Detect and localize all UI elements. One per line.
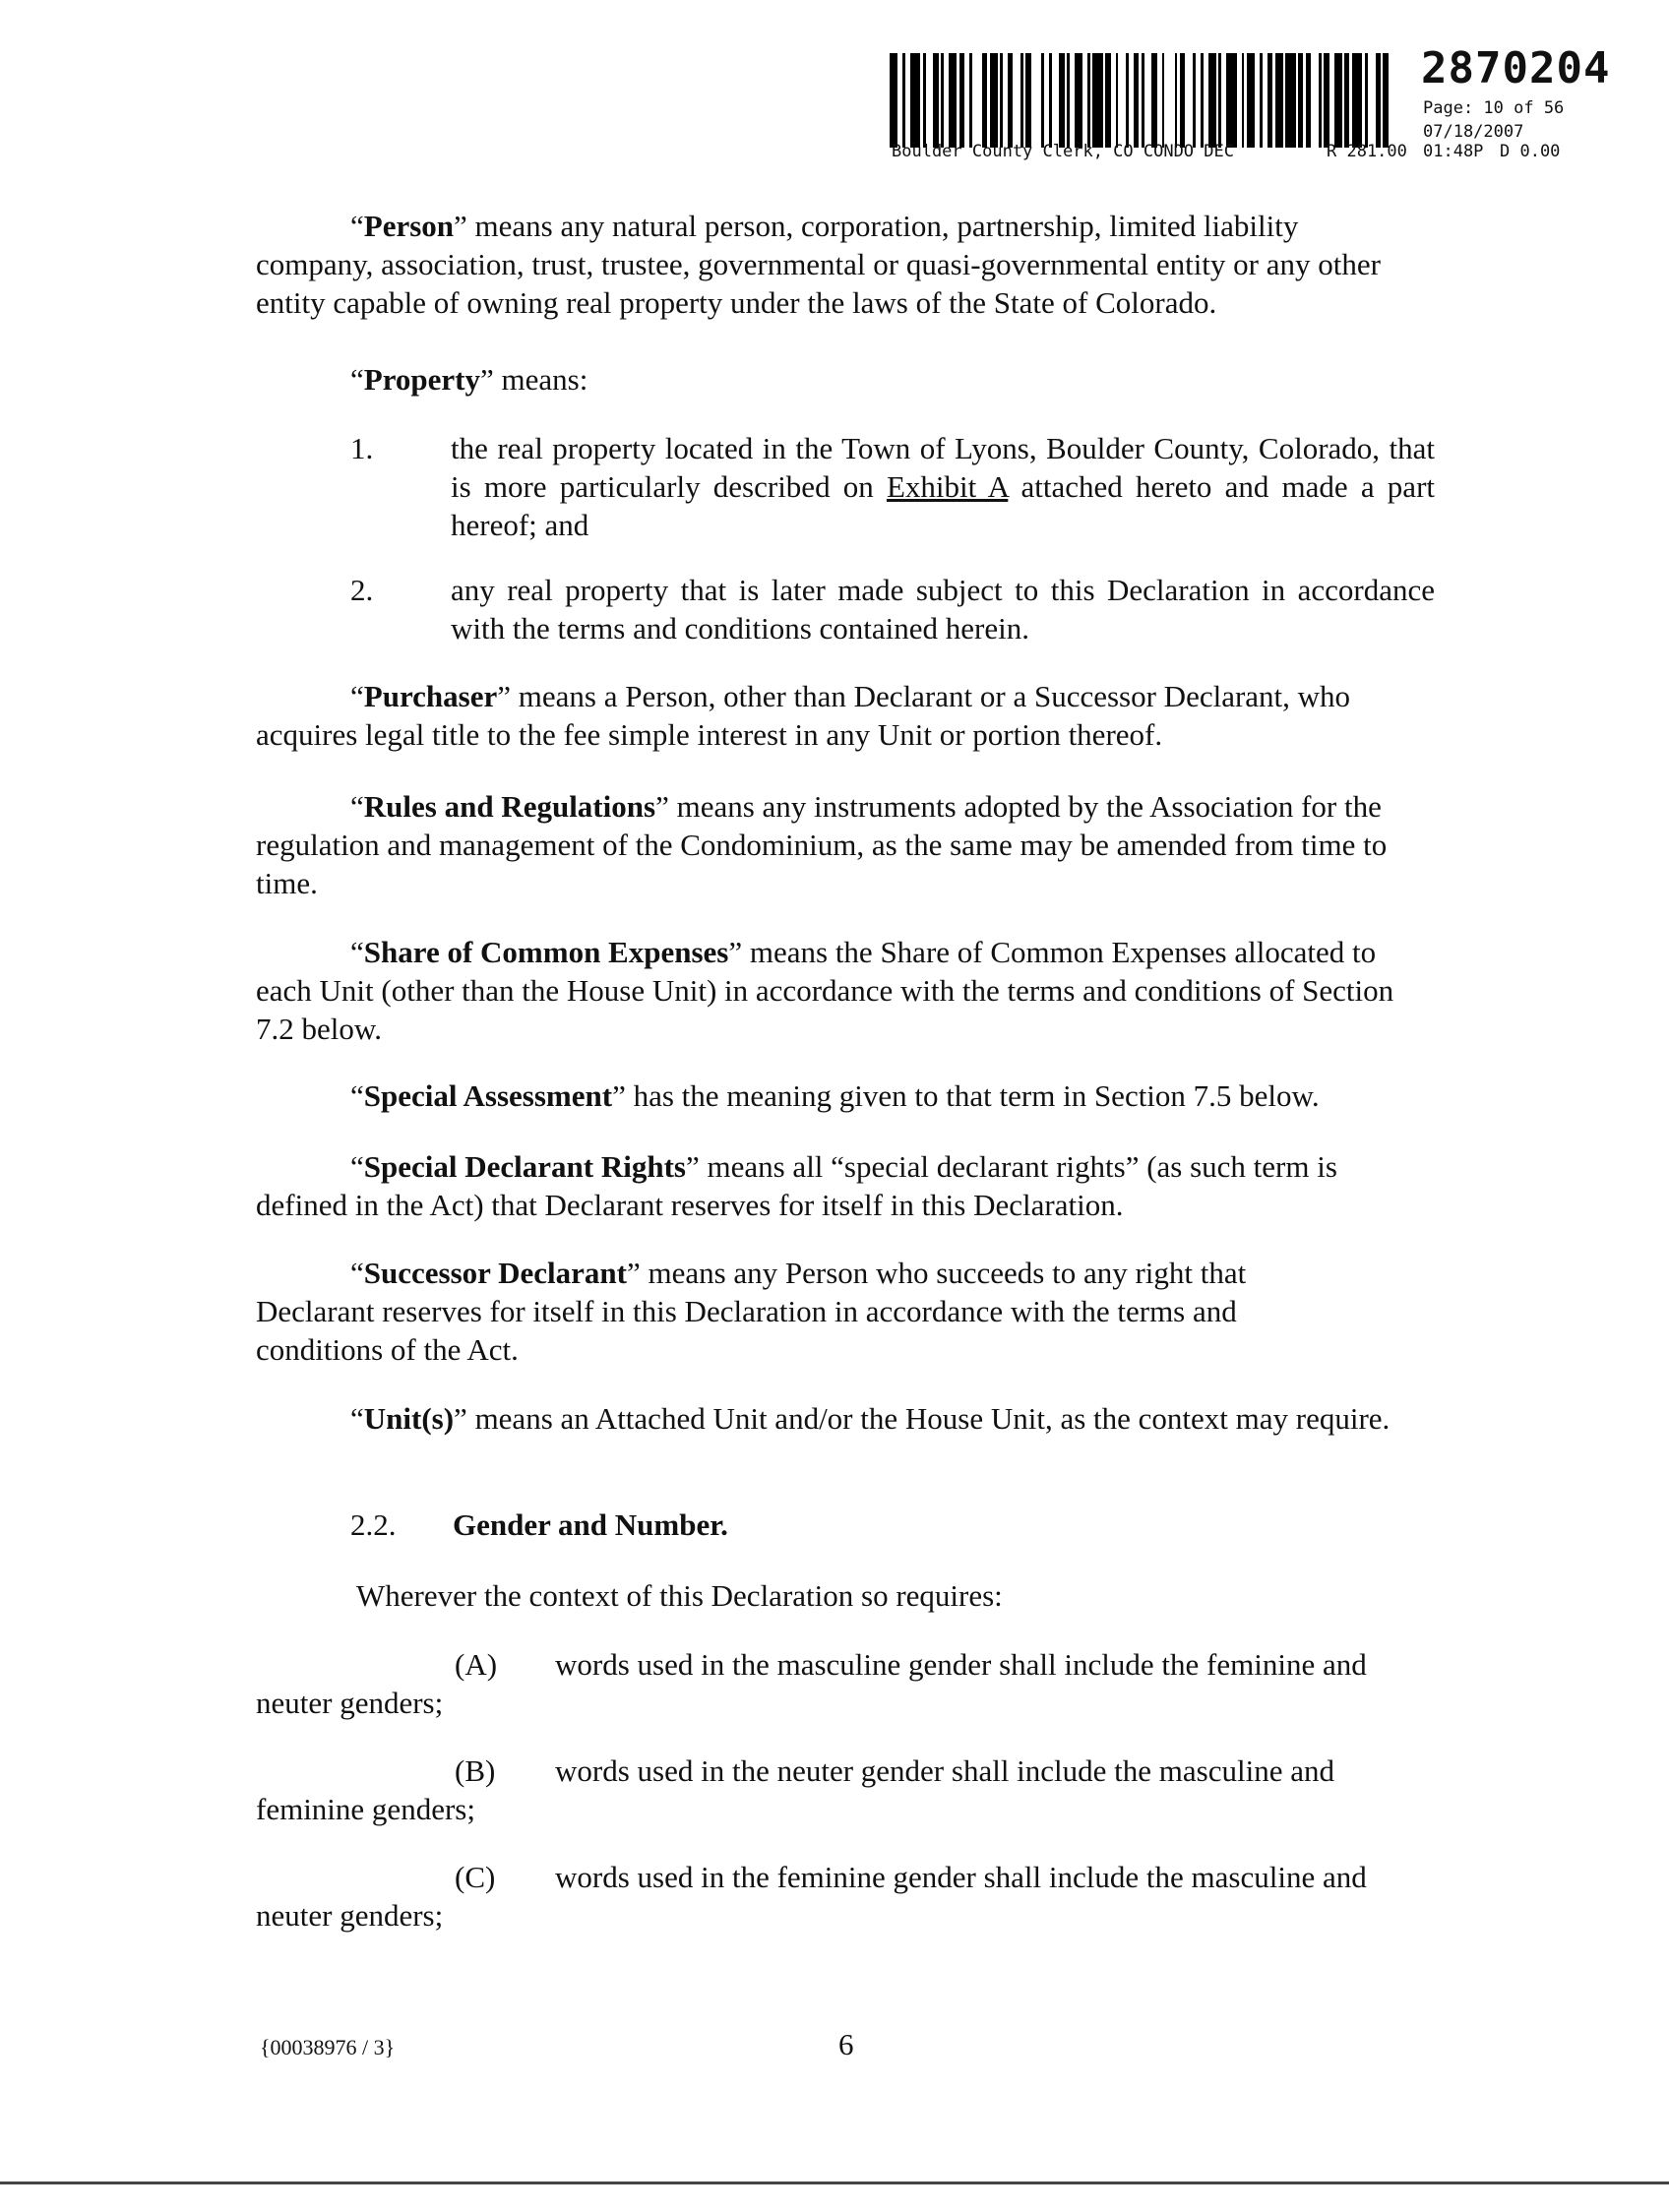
record-datetime: 07/18/2007 01:48P	[1423, 122, 1524, 161]
list-item-text-before: the real property located in the Town of Lyons, Boulder County, Colorado, that is more particularly described on	[451, 431, 1435, 504]
record-number: 2870204	[1421, 43, 1611, 93]
gender-item-continuation: neuter genders;	[256, 1898, 444, 1933]
gender-item-continuation: neuter genders;	[256, 1686, 444, 1720]
definition-term: Special Declarant Rights	[363, 1149, 686, 1184]
definition-text: means any Person who succeeds to any right that Declarant reserves for itself in this Declaration in accordance with the terms and conditions of the Act.	[256, 1256, 1247, 1367]
scan-edge-line	[0, 2181, 1669, 2184]
barcode-bar	[1185, 53, 1193, 148]
definition-successor-declarant: “Successor Declarant” means any Person who succeeds to any right that Declarant reserves for itself in this Declaration in accordance with the terms and conditions of the Act.	[256, 1256, 1247, 1367]
barcode-bar	[1389, 53, 1391, 148]
barcode-bar	[1075, 53, 1082, 148]
definition-special-declarant-rights: “Special Declarant Rights” means all “special declarant rights” (as such term is defined in the Act) that Declarant reserves for itself in this Declaration.	[256, 1149, 1337, 1222]
gender-item-label: (C)	[455, 1860, 496, 1894]
definition-text: means:	[493, 362, 588, 397]
definition-units: “Unit(s)” means an Attached Unit and/or the House Unit, as the context may require.	[350, 1401, 1391, 1436]
definition-term: Share of Common Expenses	[363, 935, 729, 969]
definition-term: Successor Declarant	[363, 1256, 627, 1290]
recording-stamp	[870, 43, 1611, 165]
definition-rules-and-regulations: “Rules and Regulations” means any instruments adopted by the Association for the regulation and management of the Condominium, as the same may be amended from time to time.	[256, 789, 1388, 900]
document-id: {00038976 / 3}	[260, 2035, 396, 2059]
barcode-bar	[1368, 53, 1376, 148]
definition-person: “Person” means any natural person, corporation, partnership, limited liability company, association, trust, trustee, governmental or quasi-governmental entity or any other entity capable of owning real property under the laws of the State of Colorado.	[256, 209, 1381, 320]
record-clerk: Boulder County Clerk, CO CONDO DEC	[892, 142, 1234, 161]
barcode-bar	[1144, 53, 1152, 148]
definition-term: Rules and Regulations	[363, 789, 656, 824]
definition-term: Special Assessment	[363, 1078, 613, 1113]
list-item-text-before: any real property that is later made subject to this Declaration in accordance with the terms and conditions contained herein.	[451, 573, 1435, 645]
barcode-bar	[910, 53, 920, 148]
definition-term: Property	[363, 362, 480, 397]
barcode-bar	[1208, 53, 1216, 148]
definition-purchaser: “Purchaser” means a Person, other than Declarant or a Successor Declarant, who acquires legal title to the fee simple interest in any Unit or portion thereof.	[256, 679, 1351, 752]
definition-special-assessment: “Special Assessment” has the meaning given to that term in Section 7.5 below.	[350, 1078, 1320, 1113]
record-fee-d: D 0.00	[1500, 142, 1561, 161]
barcode-bar	[1092, 53, 1102, 148]
barcode	[890, 53, 1391, 148]
barcode-bar	[1031, 53, 1041, 148]
record-page-info: Page: 10 of 56	[1423, 98, 1565, 118]
definition-text: means an Attached Unit and/or the House Unit, as the context may require.	[466, 1401, 1391, 1436]
definition-text: means any instruments adopted by the Association for the regulation and management of the Condominium, as the same may be amended from time to time.	[256, 789, 1388, 900]
definition-text: means all “special declarant rights” (as such term is defined in the Act) that Declarant reserves for itself in this Declaration.	[256, 1149, 1337, 1222]
definition-share-of-common-expenses: “Share of Common Expenses” means the Share of Common Expenses allocated to each Unit (other than the House Unit) in accordance with the terms and conditions of Section 7.2 below.	[256, 935, 1394, 1046]
barcode-bar	[1164, 53, 1174, 148]
barcode-bar	[1226, 53, 1236, 148]
gender-item-label: (B)	[455, 1753, 496, 1788]
section-intro: Wherever the context of this Declaration so requires:	[356, 1578, 1003, 1613]
barcode-bar	[949, 53, 957, 148]
list-item-text-after: attached hereto and made a part hereof; and	[451, 469, 1435, 542]
barcode-bar	[1247, 53, 1255, 148]
barcode-bar	[1118, 53, 1126, 148]
list-item-text	[451, 571, 1435, 647]
barcode-bar	[1352, 53, 1362, 148]
definition-term: Person	[363, 209, 455, 243]
barcode-bar	[890, 53, 897, 148]
list-item-text	[451, 429, 1435, 544]
gender-item-first-line: words used in the masculine gender shall include the feminine and	[555, 1647, 1367, 1682]
definition-text: means a Person, other than Declarant or a Successor Declarant, who acquires legal title to the fee simple interest in any Unit or portion thereof.	[256, 679, 1351, 752]
barcode-bar	[1285, 53, 1295, 148]
definition-term: Purchaser	[363, 679, 498, 713]
gender-item-first-line: words used in the feminine gender shall include the masculine and	[555, 1860, 1367, 1894]
section-title: Gender and Number.	[453, 1507, 728, 1542]
list-item-number: 1.	[350, 431, 374, 465]
barcode-bar	[972, 53, 982, 148]
barcode-bar	[1275, 53, 1283, 148]
barcode-bar	[1334, 53, 1342, 148]
definition-text: has the meaning given to that term in Section 7.5 below.	[625, 1078, 1320, 1113]
barcode-bar	[1013, 53, 1020, 148]
section-number: 2.2.	[350, 1507, 397, 1542]
definition-term: Unit(s)	[363, 1401, 455, 1436]
barcode-bar	[1052, 53, 1060, 148]
definition-text: means any natural person, corporation, partnership, limited liability company, association, trust, trustee, governmental or quasi-governmental entity or any other entity capable of owning real property under the laws of the State of Colorado.	[256, 209, 1381, 320]
gender-item-continuation: feminine genders;	[256, 1792, 475, 1826]
definition-text: means the Share of Common Expenses allocated to each Unit (other than the House Unit) in accordance with the terms and conditions of Section 7.2 below.	[256, 935, 1394, 1046]
barcode-bar	[990, 53, 998, 148]
gender-item-label: (A)	[455, 1647, 498, 1682]
page-number: 6	[838, 2027, 854, 2061]
gender-item-first-line: words used in the neuter gender shall include the masculine and	[555, 1753, 1334, 1788]
list-item-number: 2.	[350, 573, 374, 607]
section-title-text: Gender and Number	[453, 1507, 721, 1542]
barcode-bar	[1311, 53, 1319, 148]
barcode-bar	[926, 53, 934, 148]
definition-property: “Property” means:	[350, 362, 588, 397]
record-fee-r: R 281.00	[1327, 142, 1407, 161]
exhibit-a-reference: Exhibit A	[886, 469, 1009, 504]
